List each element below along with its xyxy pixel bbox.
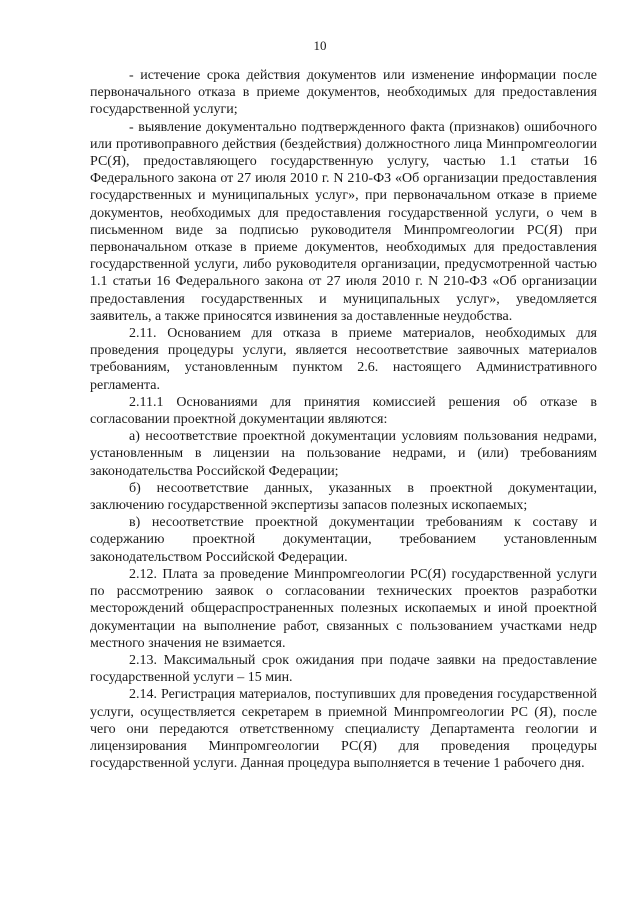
paragraph-2-12: 2.12. Плата за проведение Минпромгеологии РС(Я) государственной услуги по рассмотрению заявок о согласовании технических проектов разработки месторождений общераспространенных полезных ископаемых и иной проектной документации на выполнение работ, связанных с пользованием участками недр местного значения не взимается. [90,566,597,651]
document-body [90,67,597,772]
paragraph-expired-documents: - истечение срока действия документов или изменение информации после первоначального отказа в приеме документов, необходимых для предоставления государственной услуги; [90,68,597,118]
paragraph-2-14: 2.14. Регистрация материалов, поступивших для проведения государственной услуги, осуществляется секретарем в приемной Минпромгеологии РС (Я), после чего они передаются ответственному специалисту Департамента геологии и лицензирования Минпромгеологии РС(Я) для проведения процедуры государственной услуги. Данная процедура выполняется в течение 1 рабочего дня. [90,687,597,772]
paragraph-item-a: а) несоответствие проектной документации условиям пользования недрами, установленным в лицензии на пользование недрами, и (или) требованиям законодательства Российской Федерации; [90,429,597,479]
paragraph-erroneous-action: - выявление документально подтвержденного факта (признаков) ошибочного или противоправного действия (бездействия) должностного лица Минпромгеологии РС(Я), предоставляющего государственную услугу, частью 1.1 статьи 16 Федерального закона от 27 июля 2010 г. N 210-ФЗ «Об организации предоставления государственных и муниципальных услуг», при первоначальном отказе в приеме документов, необходимых для предоставления государственной услуги, о чем в письменном виде за подписью руководителя Минпромгеологии РС(Я) при первоначальном отказе в приеме документов, необходимых для предоставления государственной услуги, либо руководителя организации, предусмотренной частью 1.1 статьи 16 Федерального закона от 27 июля 2010 г. N 210-ФЗ «Об организации предоставления государственных и муниципальных услуг», уведомляется заявитель, а также приносятся извинения за доставленные неудобства. [90,119,597,324]
paragraph-item-v: в) несоответствие проектной документации требованиям к составу и содержанию проектной документации, требованием установленным законодательством Российской Федерации. [90,515,597,565]
paragraph-item-b: б) несоответствие данных, указанных в проектной документации, заключению государственной экспертизы запасов полезных ископаемых; [90,480,597,514]
paragraph-2-11-1: 2.11.1 Основаниями для принятия комиссией решения об отказе в согласовании проектной документации являются: [90,394,597,428]
page-number: 10 [313,38,327,53]
paragraph-2-13: 2.13. Максимальный срок ожидания при подаче заявки на предоставление государственной услуги – 15 мин. [90,652,597,686]
paragraph-2-11: 2.11. Основанием для отказа в приеме материалов, необходимых для проведения процедуры услуги, является несоответствие заявочных материалов требованиям, установленным пунктом 2.6. настоящего Административного регламента. [90,326,597,393]
